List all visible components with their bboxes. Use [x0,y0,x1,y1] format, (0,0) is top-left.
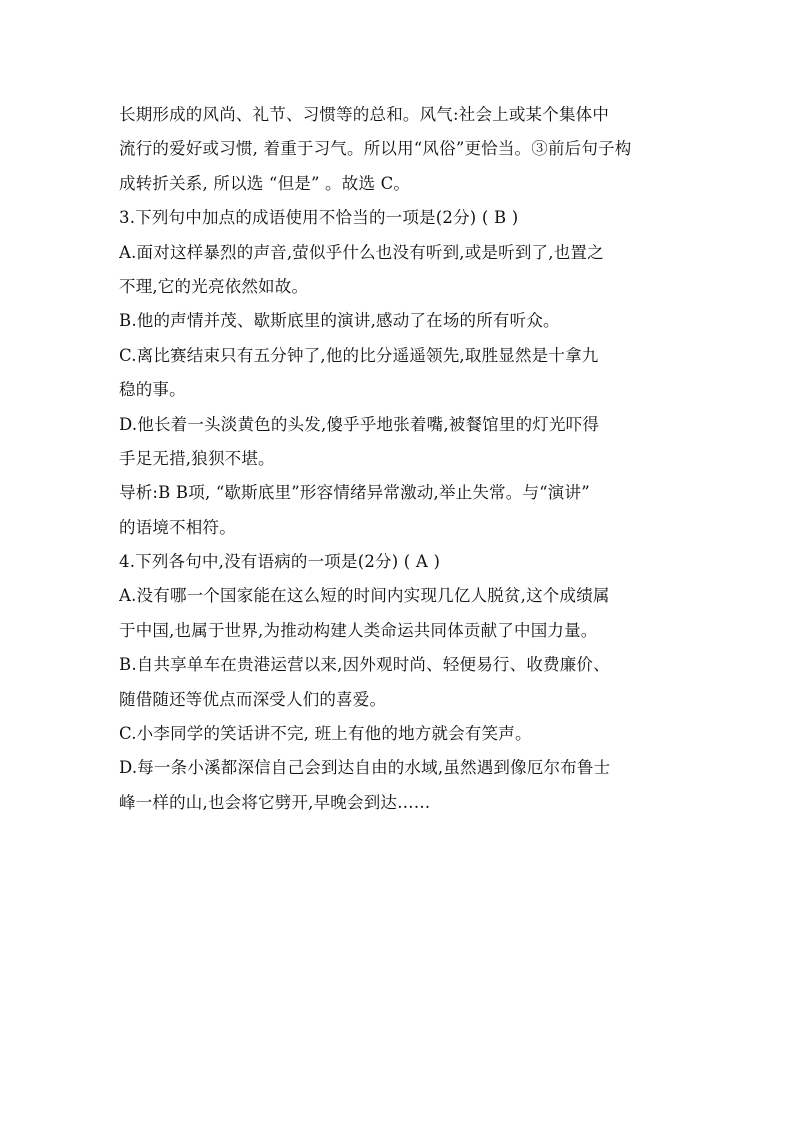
question-3-option-d-cont: 手足无措,狼狈不堪。 [119,448,275,468]
question-3-stem: 3.下列句中加点的成语使用不恰当的一项是(2分) ( B ) [119,208,519,228]
text-line-1: 长期形成的风尚、礼节、习惯等的总和。风气:社会上或某个集体中 [119,105,610,124]
question-3-option-d: D.他长着一头淡黄色的头发,傻乎乎地张着嘴,被餐馆里的灯光吓得 [119,414,600,434]
question-3-option-b: B.他的声情并茂、歇斯底里的演讲,感动了在场的所有听众。 [119,311,560,331]
text-line-2: 流行的爱好或习惯, 着重于习气。所以用“风俗”更恰当。③前后句子构 [119,139,632,159]
question-3-option-c: C.离比赛结束只有五分钟了,他的比分遥遥领先,取胜显然是十拿九 [119,345,599,365]
question-3-analysis-cont: 的语境不相符。 [119,517,236,537]
question-4-option-a: A.没有哪一个国家能在这么短的时间内实现几亿人脱贫,这个成绩属 [119,586,610,606]
question-4-option-b-cont: 随借随还等优点而深受人们的喜爱。 [119,689,387,709]
question-3-option-a: A.面对这样暴烈的声音,萤似乎什么也没有听到,或是听到了,也置之 [119,242,604,262]
question-4-option-b: B.自共享单车在贵港运营以来,因外观时尚、轻便易行、收费廉价、 [119,655,610,675]
question-3-option-a-cont: 不理,它的光亮依然如故。 [119,276,309,296]
question-4-option-d: D.每一条小溪都深信自己会到达自由的水域,虽然遇到像厄尔布鲁士 [119,758,611,778]
question-3-analysis: 导析:B B项, “歇斯底里”形容情绪异常激动,举止失常。与“演讲” [119,483,590,503]
question-4-option-a-cont: 于中国,也属于世界,为推动构建人类命运共同体贡献了中国力量。 [119,620,598,640]
question-4-option-c: C.小李同学的笑话讲不完, 班上有他的地方就会有笑声。 [119,724,532,744]
document-body [119,98,679,820]
question-4-stem: 4.下列各句中,没有语病的一项是(2分) ( A ) [119,552,441,572]
question-4-option-d-cont: 峰一样的山,也会将它劈开,早晚会到达…… [119,792,431,812]
question-3-option-c-cont: 稳的事。 [119,380,186,400]
text-line-3: 成转折关系, 所以选 “但是” 。故选 C。 [119,173,411,193]
